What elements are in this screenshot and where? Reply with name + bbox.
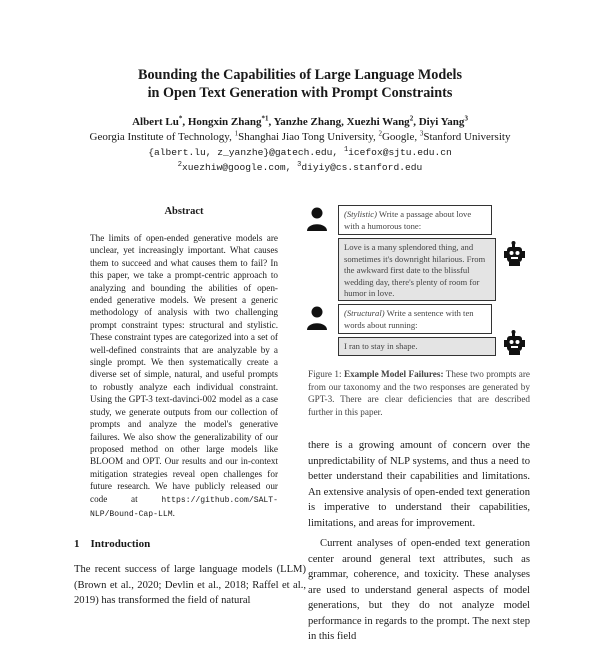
author-1: Albert Lu — [132, 116, 179, 128]
response-bubble-1: Love is a many splendored thing, and sometimes it's downright hilarious. From the awkward first date to the blissful wedding day, there's plenty of room for humor in love. — [338, 238, 496, 301]
response-bubble-2: I ran to stay in shape. — [338, 337, 496, 356]
email-line-2: $^2$xuezhiw@google.com, $^3$diyiy@cs.stanford.edu — [177, 160, 423, 173]
email-line-1: {albert.lu, z_yanzhe}@gatech.edu, $^1$icefox@sjtu.edu.cn — [148, 145, 452, 158]
title-line-2: in Open Text Generation with Prompt Constraints — [147, 85, 453, 101]
intro-paragraph: The recent success of large language models (LLM) (Brown et al., 2020; Devlin et al., 2018; Raffel et al., 2019) has transformed the field of natural — [74, 564, 306, 606]
title-line-1: Bounding the Capabilities of Large Language Models — [138, 67, 462, 83]
section-heading-introduction: 1 Introduction — [74, 538, 151, 550]
figure-caption: Figure 1: Example Model Failures: These two prompts are from our taxonomy and the two responses are generated by GPT-3. There are clear deficiencies that are described further in this paper. — [308, 369, 530, 417]
prompt-bubble-2: (Structural) Write a sentence with ten words about running: — [338, 304, 492, 334]
author-list: Albert Lu*, Hongxin Zhang$^{*1}$, Yanzhe Zhang, Xuezhi Wang$^2$, Diyi Yang$^3$ — [132, 114, 468, 128]
affiliations: Georgia Institute of Technology, $^1$Shanghai Jiao Tong University, $^2$Google, $^3$Stanford University — [89, 129, 511, 143]
robot-head-icon — [502, 241, 526, 267]
paper-title — [0, 66, 600, 102]
author-2: Hongxin Zhang — [187, 116, 262, 128]
robot-head-icon — [502, 330, 526, 356]
abstract-body: The limits of open-ended generative models are unclear, yet increasingly important. What causes them to succeed and what causes them to fail? In this paper, we take a prompt-centric approach to analyzing and bounding the abilities of open-ended generative models. We present a generic methodology of analysis with two challenging prompt constraint types: structural and stylistic. These constraint types are categorized into a set of well-defined constraints that are analyzable by a single prompt. We then systematically create a diverse set of simple, natural, and useful prompts to robustly analyze each individual constraint. Using the GPT-3 text-davinci-002 model as a case study, we generate outputs from our collection of prompts and analyze the model's generative failures. We also show the generalizability of our proposed method on other large models like BLOOM and OPT. Our results and our in-context mitigation strategies reveal open challenges for future research. We have publicly released our code at https://github.com/SALT-NLP/Bound-Cap-LLM. — [90, 233, 278, 519]
abstract-heading: Abstract — [164, 206, 204, 217]
person-silhouette-icon — [306, 306, 328, 330]
figure-1 — [306, 203, 526, 361]
code-url[interactable]: https://github.com/SALT-NLP/Bound-Cap-LLM — [90, 495, 278, 519]
right-column-text — [308, 438, 530, 645]
prompt-bubble-1: (Stylistic) Write a passage about love with a humorous tone: — [338, 205, 492, 235]
author-4: Xuezhi Wang — [346, 116, 410, 128]
author-3: Yanzhe Zhang — [273, 116, 342, 128]
right-paragraph-2: Current analyses of open-ended text generation center around general text attributes, such as grammar, coherence, and toxicity. These analyses are used to understand general aspects of model generations, but they do not analyze model performance in regards to the prompt. The next step in this field — [308, 538, 530, 642]
author-5: Diyi Yang — [418, 116, 465, 128]
right-paragraph-1: there is a growing amount of concern over the unpredictability of NLP systems, and thus a need to better understand their capabilities and limitations. An extensive analysis of open-ended text generation is imperative to understand their capabilities, limitations, and areas for improvement. — [308, 440, 530, 529]
person-silhouette-icon — [306, 207, 328, 231]
